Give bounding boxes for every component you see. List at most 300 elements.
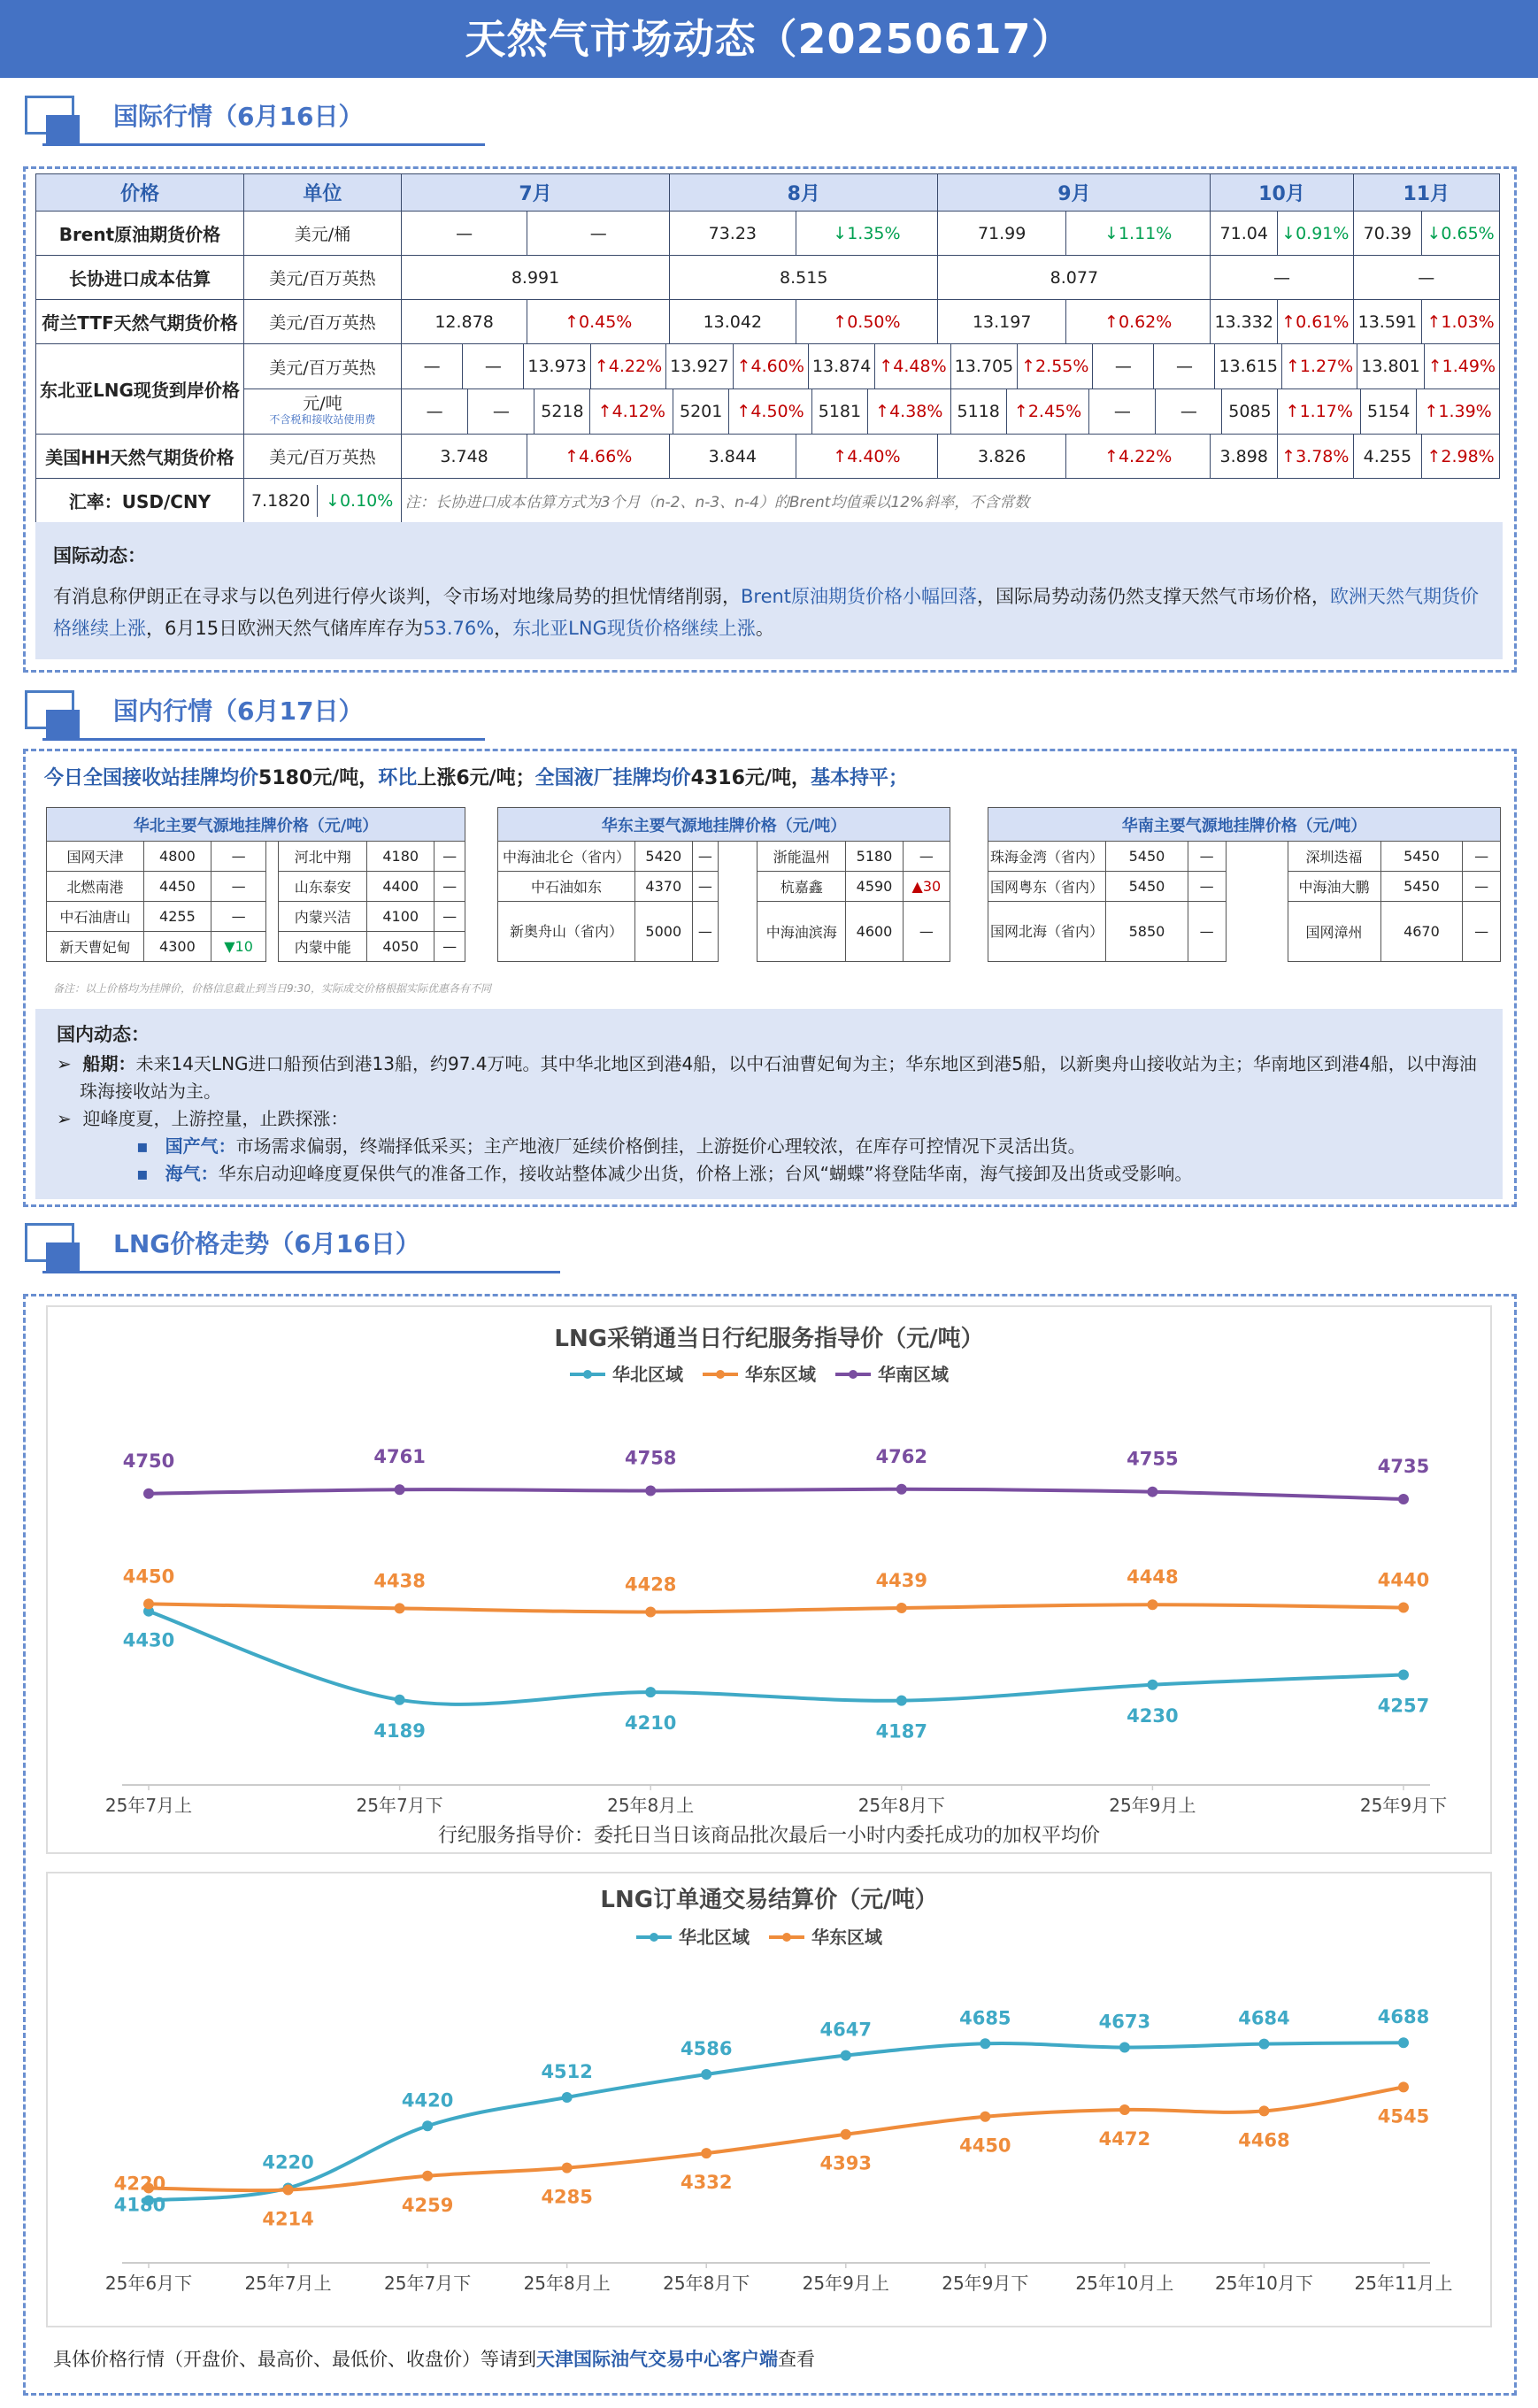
legend-label: 华东区域	[745, 1364, 816, 1385]
txt: 东北亚LNG现货价格继续上涨	[512, 618, 756, 639]
cell: 4370	[635, 872, 693, 902]
cell: 山东泰安	[279, 872, 367, 902]
cell: 8.515	[670, 256, 938, 300]
cell: 国网天津	[47, 842, 144, 872]
intl-dynamics	[35, 522, 1503, 659]
data-label: 4762	[875, 1445, 928, 1467]
cell: 中海油大鹏	[1288, 872, 1380, 902]
legend-marker	[583, 1370, 592, 1379]
cell: ↑4.22%	[590, 344, 665, 389]
cell: 3.844	[670, 435, 796, 479]
cell: 13.042	[670, 300, 796, 344]
cell: —	[1188, 872, 1226, 902]
cell: 5450	[1380, 842, 1463, 872]
cell: 国网粤东（省内）	[988, 872, 1106, 902]
data-point	[395, 1484, 405, 1495]
cell: —	[211, 872, 265, 902]
series-line-华北区域	[149, 1612, 1403, 1704]
cell: 中石油如东	[498, 872, 635, 902]
data-label: 4210	[624, 1712, 677, 1735]
data-point	[1398, 2081, 1409, 2092]
data-label: 4230	[1127, 1704, 1179, 1727]
cell: —	[1156, 389, 1222, 434]
data-point	[1398, 2037, 1409, 2048]
txt: ，国际局势动荡仍然支撑天然气市场价格，	[977, 586, 1331, 607]
cell: 13.927	[666, 344, 733, 389]
data-label: 4259	[401, 2194, 454, 2216]
cell: 5450	[1106, 872, 1188, 902]
x-tick-label: 25年8月上	[607, 1795, 695, 1816]
cell: 13.197	[938, 300, 1066, 344]
unit: 美元/百万英热	[243, 300, 401, 344]
th: 7月	[401, 174, 669, 212]
data-label: 4440	[1377, 1569, 1430, 1591]
data-label: 4450	[122, 1566, 175, 1588]
data-label: 4332	[680, 2172, 733, 2194]
cell: 13.874	[808, 344, 874, 389]
th: 单位	[243, 174, 401, 212]
data-point	[645, 1485, 656, 1496]
region-title: 华北主要气源地挂牌价格（元/吨）	[47, 808, 465, 842]
cell: 北燃南港	[47, 872, 144, 902]
txt: 查看	[778, 2349, 815, 2370]
cell: 中海油北仑（省内）	[498, 842, 635, 872]
cell: ↓1.35%	[796, 212, 938, 256]
data-point	[1258, 2105, 1269, 2116]
data-point	[980, 2038, 990, 2049]
x-tick-label: 25年7月上	[244, 2273, 332, 2294]
cell: 新天曹妃甸	[47, 932, 144, 962]
txt: 迎峰度夏，上游控量，止跌探涨：	[82, 1108, 349, 1129]
cell: 4180	[367, 842, 434, 872]
cell: 8.077	[938, 256, 1211, 300]
data-label: 4735	[1377, 1456, 1430, 1477]
cell: 4255	[144, 902, 211, 932]
data-point	[143, 1598, 154, 1609]
data-label: 4468	[1238, 2129, 1290, 2151]
cell: —	[434, 932, 465, 962]
txt: 具体价格行情（开盘价、最高价、最低价、收盘价）等请到	[53, 2349, 536, 2370]
data-label: 4420	[401, 2089, 454, 2112]
cell: —	[1353, 256, 1499, 300]
data-point	[562, 2163, 573, 2173]
cell: —	[468, 389, 534, 434]
cell: —	[402, 389, 468, 434]
cell: 中海油滨海	[757, 902, 846, 962]
section-title: 国内行情（6月17日）	[113, 696, 364, 726]
cell: —	[903, 842, 950, 872]
cell: —	[1188, 842, 1226, 872]
data-label: 4187	[875, 1720, 928, 1743]
data-label: 4214	[262, 2208, 314, 2230]
cell: 5180	[846, 842, 904, 872]
cell: —	[1463, 872, 1501, 902]
th: 9月	[938, 174, 1211, 212]
unit: 元/吨	[303, 394, 342, 413]
section-header-intl	[25, 96, 556, 152]
data-point	[1398, 1603, 1409, 1613]
th: 价格	[36, 174, 244, 212]
data-point	[1119, 2042, 1130, 2052]
dom-note: 备注：以上价格均为挂牌价，价格信息截止到当日9:30，实际成交价格根据实际优惠各有不同	[53, 982, 491, 995]
txt: 。	[755, 618, 774, 639]
cell: —	[1463, 842, 1501, 872]
x-tick-label: 25年8月下	[663, 2273, 750, 2294]
data-label: 4685	[959, 2007, 1011, 2029]
legend-label: 华北区域	[612, 1364, 683, 1385]
cell: 5118	[950, 389, 1006, 434]
section-header-dom	[25, 690, 556, 747]
data-label: 4189	[373, 1719, 426, 1742]
cell: 13.801	[1357, 344, 1424, 389]
fx-value: 7.1820	[244, 485, 318, 517]
data-label: 4684	[1238, 2007, 1290, 2029]
data-label: 4450	[959, 2135, 1011, 2157]
unit-note: 不含税和接收站使用费	[269, 413, 376, 426]
txt: 4316元/吨，	[690, 767, 811, 789]
data-label: 4673	[1098, 2011, 1151, 2033]
cell: —	[1093, 344, 1154, 389]
table-note: 注：长协进口成本估算方式为3个月（n-2、n-3、n-4）的Brent均值乘以12%斜率，不含常数	[404, 494, 1030, 512]
lng-subtable	[402, 344, 1499, 389]
data-point	[896, 1696, 907, 1706]
cell: 5218	[534, 389, 590, 434]
region-table-north	[46, 807, 465, 962]
cell: —	[434, 842, 465, 872]
data-point	[645, 1687, 656, 1697]
cell: —	[527, 212, 670, 256]
x-tick-label: 25年9月上	[1109, 1795, 1196, 1816]
dyn-line: ▪ 国产气：市场需求偏弱，终端择低采买；主产地液厂延续价格倒挂，上游挺价心理较浓，在库存可控情况下灵活出货。	[136, 1135, 1086, 1157]
cell: —	[692, 902, 719, 962]
data-label: 4448	[1127, 1566, 1179, 1589]
cell: ↑1.27%	[1281, 344, 1357, 389]
cell: 73.23	[670, 212, 796, 256]
cell: —	[1463, 902, 1501, 962]
x-tick-label: 25年11月上	[1354, 2273, 1453, 2294]
x-tick-label: 25年8月下	[857, 1795, 945, 1816]
data-point	[841, 2129, 851, 2140]
cell: ↑3.78%	[1278, 435, 1354, 479]
dyn-line: ➢ 船期：未来14天LNG进口船预估到港13船，约97.4万吨。其中华北地区到港4船，以中石油曹妃甸为主；华东地区到港5船，以新奥舟山接收站为主；华南地区到港4船，以中海油珠海接收站为主。	[57, 1053, 1477, 1102]
data-label: 4428	[624, 1573, 677, 1596]
unit: 美元/百万英热	[243, 344, 401, 389]
data-point	[980, 2112, 990, 2122]
cell: 4300	[144, 932, 211, 962]
cell: —	[692, 872, 719, 902]
cell: 珠海金湾（省内）	[988, 842, 1106, 872]
series-line-华东区域	[149, 2087, 1403, 2190]
cell: 4.255	[1353, 435, 1422, 479]
data-label: 4285	[541, 2186, 593, 2208]
txt: 海气：	[165, 1163, 219, 1184]
intl-price-table	[35, 173, 1500, 523]
cell: 内蒙兴洁	[279, 902, 367, 932]
row-label: 美国HH天然气期货价格	[36, 435, 244, 479]
txt: 5180元/吨，	[258, 767, 379, 789]
region-title: 华南主要气源地挂牌价格（元/吨）	[988, 808, 1501, 842]
series-line-华东区域	[149, 1604, 1403, 1612]
dyn-heading: 国际动态：	[53, 545, 146, 566]
x-tick-label: 25年9月下	[1359, 1795, 1448, 1816]
txt: 华东启动迎峰度夏保供气的准备工作，接收站整体减少出货，价格上涨；台风“蝴蝶”将登陆华南，海气接卸及出货或受影响。	[218, 1163, 1193, 1184]
cell: ↑4.66%	[527, 435, 670, 479]
cell: 70.39	[1353, 212, 1422, 256]
section-header-lng	[25, 1223, 556, 1280]
fx-change: ↓0.10%	[326, 490, 394, 511]
data-point	[896, 1484, 907, 1495]
data-label: 4545	[1377, 2105, 1430, 2127]
data-point	[422, 2120, 433, 2131]
cell: 4670	[1380, 902, 1463, 962]
row-label: Brent原油期货价格	[36, 212, 244, 256]
txt: 未来14天LNG进口船预估到港13船，约97.4万吨。其中华北地区到港4船，以中石油曹妃甸为主；华东地区到港5船，以新奥舟山接收站为主；华南地区到港4船，以中海油珠海接收站为主。	[80, 1053, 1477, 1102]
client-link[interactable]: 天津国际油气交易中心客户端	[536, 2349, 778, 2370]
data-point	[422, 2171, 433, 2181]
data-point	[1147, 1680, 1157, 1690]
dyn-line: ➢ 迎峰度夏，上游控量，止跌探涨：	[57, 1108, 349, 1129]
cell: ↑4.50%	[729, 389, 812, 434]
cell: 71.04	[1211, 212, 1278, 256]
cell: 4800	[144, 842, 211, 872]
cell: ↑2.98%	[1422, 435, 1500, 479]
cell: 13.332	[1211, 300, 1278, 344]
txt: 环比	[378, 767, 418, 789]
x-tick-label: 25年10月上	[1075, 2273, 1174, 2294]
x-tick-label: 25年8月上	[523, 2273, 611, 2294]
txt: Brent原油期货价格小幅回落	[741, 586, 978, 607]
footer	[53, 2345, 815, 2372]
data-label: 4220	[113, 2173, 166, 2195]
cell: 4590	[846, 872, 904, 902]
series-line-华北区域	[149, 2043, 1403, 2200]
cell: ↑0.45%	[527, 300, 670, 344]
section-title: LNG价格走势（6月16日）	[113, 1229, 420, 1258]
cell: 4100	[367, 902, 434, 932]
cell: 4450	[144, 872, 211, 902]
cell: 杭嘉鑫	[757, 872, 846, 902]
cell: ↑1.39%	[1424, 402, 1492, 421]
region-title: 华东主要气源地挂牌价格（元/吨）	[498, 808, 950, 842]
cell: 5201	[673, 389, 729, 434]
unit-cny	[243, 389, 401, 435]
data-point	[143, 1489, 154, 1499]
data-point	[395, 1603, 405, 1613]
x-tick-label: 25年9月上	[802, 2273, 889, 2294]
cell: —	[434, 902, 465, 932]
legend-label: 华南区域	[878, 1364, 949, 1385]
cell: —	[692, 842, 719, 872]
cell: 4600	[846, 902, 904, 962]
cell: ↑2.45%	[1006, 389, 1089, 434]
cell: ↓0.91%	[1278, 212, 1354, 256]
cell: ↓0.65%	[1422, 212, 1500, 256]
cell: 国网漳州	[1288, 902, 1380, 962]
data-label: 4472	[1098, 2128, 1151, 2150]
legend-label: 华北区域	[679, 1927, 750, 1948]
dyn-heading: 国内动态：	[57, 1024, 150, 1045]
data-label: 4430	[122, 1629, 175, 1651]
unit: 美元/桶	[243, 212, 401, 256]
data-point	[562, 2092, 573, 2103]
cell: 5450	[1380, 872, 1463, 902]
legend-label: 华东区域	[811, 1927, 882, 1948]
cell: 8.991	[401, 256, 669, 300]
region-table-south	[988, 807, 1501, 962]
cell: —	[401, 212, 527, 256]
cell: —	[903, 902, 950, 962]
cell: ▼10	[211, 932, 265, 962]
cell: 5420	[635, 842, 693, 872]
data-point	[645, 1607, 656, 1618]
cell: ↑2.55%	[1018, 344, 1093, 389]
cell: ↑1.49%	[1427, 357, 1496, 376]
cell: 5154	[1361, 389, 1417, 434]
data-point	[701, 2069, 711, 2080]
cell: ↑4.38%	[867, 389, 950, 434]
txt: 欧洲天然气期货价格继续上涨	[53, 586, 1480, 639]
cell: 3.898	[1211, 435, 1278, 479]
data-label: 4439	[875, 1569, 928, 1591]
data-point	[1398, 1494, 1409, 1504]
txt: 船期：	[82, 1053, 136, 1074]
x-tick-label: 25年6月下	[104, 2273, 193, 2294]
cell: —	[402, 344, 463, 389]
cell: 5085	[1222, 389, 1278, 434]
cell: 浙能温州	[757, 842, 846, 872]
page-title: 天然气市场动态（20250617）	[0, 0, 1538, 78]
chart-title: LNG采销通当日行纪服务指导价（元/吨）	[554, 1326, 984, 1352]
chart-1-frame	[46, 1305, 1492, 1854]
cell: 13.705	[950, 344, 1017, 389]
cell: ↑4.22%	[1065, 435, 1210, 479]
data-point	[896, 1603, 907, 1613]
chart-title: LNG订单通交易结算价（元/吨）	[600, 1887, 938, 1913]
row-label: 长协进口成本估算	[36, 256, 244, 300]
x-tick-label: 25年7月下	[356, 1795, 443, 1816]
cell: ↑0.62%	[1065, 300, 1210, 344]
section-title: 国际行情（6月16日）	[113, 102, 364, 131]
x-tick-label: 25年10月下	[1214, 2273, 1313, 2294]
txt: 市场需求偏弱，终端择低采买；主产地液厂延续价格倒挂，上游挺价心理较浓，在库存可控情况下灵活出货。	[235, 1135, 1086, 1157]
data-point	[1258, 2039, 1269, 2050]
cell: 深圳迭福	[1288, 842, 1380, 872]
data-point	[1147, 1599, 1157, 1610]
cell: —	[1089, 389, 1156, 434]
data-label: 4688	[1377, 2006, 1430, 2028]
data-label: 4512	[541, 2060, 593, 2082]
cell: ↑0.50%	[796, 300, 938, 344]
cell: 13.591	[1353, 300, 1422, 344]
cell: ↑4.12%	[590, 389, 673, 434]
x-tick-label: 25年9月下	[942, 2273, 1029, 2294]
data-point	[1147, 1487, 1157, 1497]
unit: 美元/百万英热	[243, 256, 401, 300]
cell: 4400	[367, 872, 434, 902]
cell: —	[1154, 344, 1215, 389]
cell: ▲30	[903, 872, 950, 902]
data-point	[395, 1695, 405, 1705]
cell: 5850	[1106, 902, 1188, 962]
cell: 内蒙中能	[279, 932, 367, 962]
legend-marker	[716, 1370, 725, 1379]
unit: 美元/百万英热	[243, 435, 401, 479]
data-label: 4393	[819, 2152, 873, 2174]
data-label: 4750	[122, 1450, 175, 1472]
chart-2-frame	[46, 1872, 1492, 2327]
txt: 53.76%	[423, 618, 495, 639]
dyn-line: ▪ 海气：华东启动迎峰度夏保供气的准备工作，接收站整体减少出货，价格上涨；台风“蝴蝶”将登陆华南，海气接卸及出货或受影响。	[136, 1163, 1193, 1184]
chart-settlement-price	[48, 1873, 1490, 2326]
cell: 4050	[367, 932, 434, 962]
x-tick-label: 25年7月上	[104, 1795, 193, 1816]
chart-guidance-price	[48, 1307, 1490, 1852]
dom-dynamics	[35, 1009, 1503, 1199]
cell: ↑4.40%	[796, 435, 938, 479]
legend-marker	[849, 1370, 857, 1379]
txt: 全国液厂挂牌均价	[534, 767, 691, 789]
cell: —	[1188, 902, 1226, 962]
cell: 12.878	[401, 300, 527, 344]
data-point	[283, 2185, 294, 2196]
txt: 有消息称伊朗正在寻求与以色列进行停火谈判，令市场对地缘局势的担忧情绪削弱，	[53, 586, 741, 607]
row-label: 东北亚LNG现货到岸价格	[36, 344, 244, 435]
data-label: 4647	[819, 2019, 873, 2041]
txt: 今日全国接收站挂牌均价	[44, 767, 259, 789]
cell: ↑1.17%	[1278, 389, 1361, 434]
data-label: 4220	[262, 2151, 314, 2173]
fx-label: 汇率：USD/CNY	[36, 479, 244, 523]
data-point	[1119, 2104, 1130, 2115]
cell: —	[463, 344, 524, 389]
lng-subtable-cny	[402, 389, 1499, 434]
cell: 5000	[635, 902, 693, 962]
cell: 5181	[811, 389, 867, 434]
cell: 河北中翔	[279, 842, 367, 872]
series-line-华南区域	[149, 1489, 1403, 1499]
th: 10月	[1211, 174, 1353, 212]
cell: 5450	[1106, 842, 1188, 872]
data-label: 4180	[113, 2194, 166, 2216]
data-label: 4438	[373, 1570, 426, 1592]
cell: ↑0.61%	[1278, 300, 1354, 344]
txt: ，6月15日欧洲天然气储库库存为	[146, 618, 424, 639]
txt: ，	[494, 618, 513, 639]
cell: ↑4.60%	[733, 344, 808, 389]
cell: 13.615	[1215, 344, 1281, 389]
th: 11月	[1353, 174, 1499, 212]
cell: 71.99	[938, 212, 1066, 256]
cell: 中石油唐山	[47, 902, 144, 932]
txt: 上涨6元/吨；	[417, 767, 535, 789]
cell: —	[1211, 256, 1353, 300]
x-tick-label: 25年7月下	[384, 2273, 472, 2294]
chart-caption: 行纪服务指导价：委托日当日该商品批次最后一小时内委托成功的加权平均价	[437, 1825, 1101, 1847]
cell: ↑1.03%	[1422, 300, 1500, 344]
legend-marker	[650, 1933, 658, 1942]
cell: 3.748	[401, 435, 527, 479]
legend-marker	[782, 1933, 791, 1942]
dom-summary	[44, 763, 908, 790]
cell: 13.973	[524, 344, 590, 389]
data-label: 4761	[373, 1446, 426, 1468]
th: 8月	[670, 174, 938, 212]
txt: 基本持平；	[810, 767, 908, 789]
row-label: 荷兰TTF天然气期货价格	[36, 300, 244, 344]
data-label: 4755	[1127, 1448, 1179, 1470]
cell: 国网北海（省内）	[988, 902, 1106, 962]
data-label: 4586	[680, 2038, 733, 2060]
